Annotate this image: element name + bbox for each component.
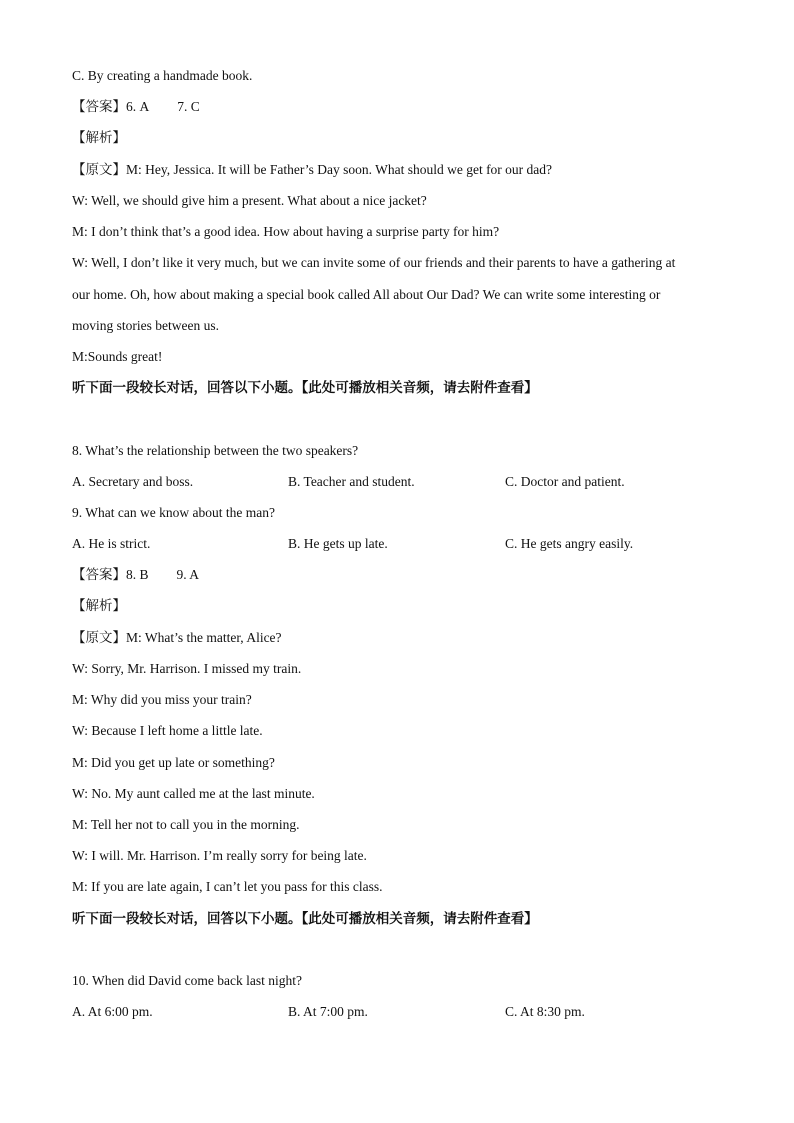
option-a: A. He is strict. — [72, 536, 151, 551]
listening-instruction: 听下面一段较长对话，回答以下小题。【此处可播放相关音频，请去附件查看】 — [72, 911, 538, 927]
transcript-label: 【原文】 — [72, 162, 126, 178]
question-10-options — [72, 1003, 722, 1021]
question-8-options — [72, 473, 722, 491]
question-9-options — [72, 535, 722, 553]
option-c-q7: C. By creating a handmade book. — [72, 68, 253, 83]
dialogue-line: M: Why did you miss your train? — [72, 692, 252, 707]
analysis-label: 【解析】 — [72, 598, 126, 614]
dialogue-line: W: Sorry, Mr. Harrison. I missed my train. — [72, 661, 302, 676]
dialogue-line: moving stories between us. — [72, 318, 219, 333]
transcript-line — [72, 161, 722, 179]
analysis-label: 【解析】 — [72, 130, 126, 146]
option-c: C. Doctor and patient. — [505, 474, 625, 489]
answer-line-8-9 — [72, 566, 722, 584]
option-b: B. Teacher and student. — [288, 474, 415, 489]
dialogue-line: M: I don’t think that’s a good idea. How about having a surprise party for him? — [72, 224, 500, 239]
option-a: A. At 6:00 pm. — [72, 1004, 153, 1019]
answer-9: 9. A — [176, 567, 200, 582]
question-8: 8. What’s the relationship between the two speakers? — [72, 443, 359, 458]
option-a: A. Secretary and boss. — [72, 474, 194, 489]
option-b: B. At 7:00 pm. — [288, 1004, 368, 1019]
question-9: 9. What can we know about the man? — [72, 505, 275, 520]
answer-line-6-7 — [72, 98, 722, 116]
question-10: 10. When did David come back last night? — [72, 973, 302, 988]
dialogue-line: M: If you are late again, I can’t let you pass for this class. — [72, 879, 383, 894]
dialogue-line: our home. Oh, how about making a special book called All about Our Dad? We can write some interesting or — [72, 287, 661, 302]
dialogue-line: W: Well, I don’t like it very much, but we can invite some of our friends and their parents to have a gathering at — [72, 255, 676, 270]
answer-7: 7. C — [177, 99, 200, 114]
dialogue-line: M: Hey, Jessica. It will be Father’s Day soon. What should we get for our dad? — [126, 162, 553, 177]
dialogue-line: W: I will. Mr. Harrison. I’m really sorry for being late. — [72, 848, 367, 863]
dialogue-line: W: Because I left home a little late. — [72, 723, 263, 738]
option-c: C. He gets angry easily. — [505, 536, 634, 551]
dialogue-line: W: Well, we should give him a present. What about a nice jacket? — [72, 193, 427, 208]
dialogue-line: M:Sounds great! — [72, 349, 163, 364]
answer-8: 8. B — [126, 567, 149, 582]
dialogue-line: M: Did you get up late or something? — [72, 755, 275, 770]
listening-instruction: 听下面一段较长对话，回答以下小题。【此处可播放相关音频，请去附件查看】 — [72, 380, 538, 396]
transcript-label: 【原文】 — [72, 630, 126, 646]
option-c: C. At 8:30 pm. — [505, 1004, 585, 1019]
dialogue-line: M: Tell her not to call you in the morning. — [72, 817, 300, 832]
transcript-line — [72, 629, 722, 647]
answer-6: 6. A — [126, 99, 150, 114]
option-b: B. He gets up late. — [288, 536, 388, 551]
dialogue-line: M: What’s the matter, Alice? — [126, 630, 282, 645]
answer-label: 【答案】 — [72, 99, 126, 115]
dialogue-line: W: No. My aunt called me at the last minute. — [72, 786, 315, 801]
answer-label: 【答案】 — [72, 567, 126, 583]
